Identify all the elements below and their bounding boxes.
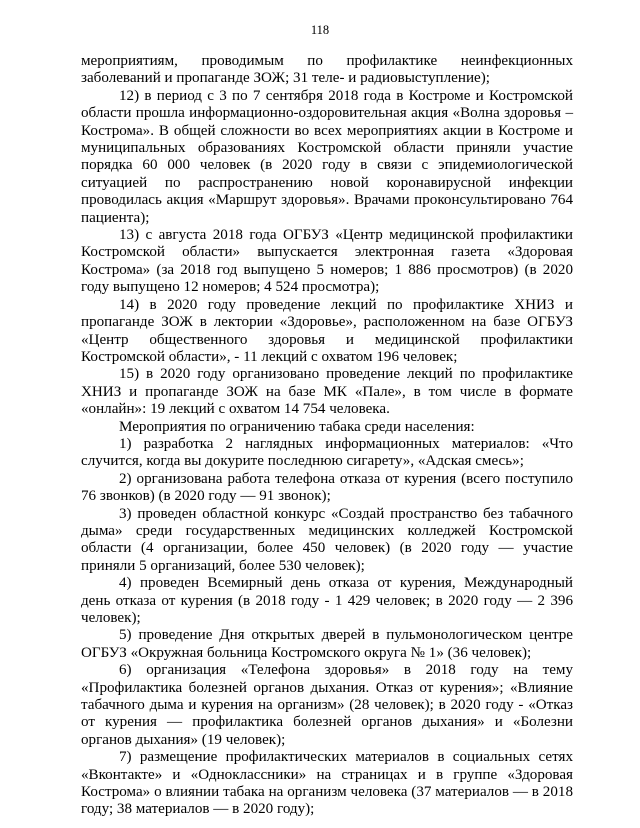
page-number: 118 — [310, 23, 330, 37]
paragraph-tobacco-1: 1) разработка 2 наглядных информационных материалов: «Что случится, когда вы докурите последнюю сигарету», «Адская смесь»; — [81, 435, 573, 470]
paragraph-tobacco-7: 7) размещение профилактических материалов в социальных сетях «Вконтакте» и «Одноклассники» на страницах и в группе «Здоровая Кострома» о влиянии табака на организм человека (37 материалов — в 2018 году; 38 материалов — в 2020 году); — [81, 749, 573, 818]
paragraph-item-15: 15) в 2020 году организовано проведение лекций по профилактике ХНИЗ и пропаганде ЗОЖ на базе МК «Пале», в том числе в формате «онлайн»: 19 лекций с охватом 14 754 человека. — [81, 366, 573, 418]
paragraph-tobacco-5: 5) проведение Дня открытых дверей в пульмонологическом центре ОГБУЗ «Окружная больница Костромского округа № 1» (36 человек); — [81, 627, 573, 661]
paragraph-tobacco-4: 4) проведен Всемирный день отказа от курения, Международный день отказа от курения (в 2018 году - 1 429 человек; в 2020 году — 2 396 человек); — [81, 575, 573, 626]
paragraph-item-13: 13) с августа 2018 года ОГБУЗ «Центр медицинской профилактики Костромской области» выпускается электронная газета «Здоровая Кострома» (за 2018 год выпущено 5 номеров; 1 886 просмотров) (в 2020 году выпущено 12 номеров; 4 524 просмотра); — [81, 227, 573, 296]
section-heading-tobacco: Мероприятия по ограничению табака среди населения: — [119, 418, 475, 435]
paragraph-tobacco-3: 3) проведен областной конкурс «Создай пространство без табачного дыма» среди государственных медицинских колледжей Костромской области (4 организации, более 450 человек) (в 2020 году — участие приняли 5 организаций, более 530 человек); — [81, 505, 573, 574]
paragraph-continuation: мероприятиям, проводимым по профилактике неинфекционных заболеваний и пропаганде ЗОЖ; 31 теле- и радиовыступление); — [81, 53, 573, 87]
paragraph-tobacco-6: 6) организация «Телефона здоровья» в 2018 году на тему «Профилактика болезней органов дыхания. Отказ от курения»; «Влияние табачного дыма и курения на организм» (28 человек); в 2020 году - «Отказ от курения — профилактика болезней органов дыхания» и «Болезни органов дыхания» (19 человек); — [81, 662, 573, 748]
document-body — [81, 53, 573, 819]
paragraph-item-14: 14) в 2020 году проведение лекций по профилактике ХНИЗ и пропаганде ЗОЖ в лектории «Здоровье», расположенном на базе ОГБУЗ «Центр общественного здоровья и медицинской профилактики Костромской области», - 11 лекций с охватом 196 человек; — [81, 296, 573, 365]
paragraph-tobacco-2: 2) организована работа телефона отказа от курения (всего поступило 76 звонков) (в 2020 году — 91 звонок); — [81, 470, 573, 505]
paragraph-item-12: 12) в период с 3 по 7 сентября 2018 года в Костроме и Костромской области прошла информационно-оздоровительная акция «Волна здоровья – Кострома». В общей сложности во всех мероприятиях акции в Костроме и муниципальных образованиях Костромской области приняли участие порядка 60 000 человек (в 2020 году в связи с эпидемиологической ситуацией по распространению новой коронавирусной инфекции проводилась акция «Маршрут здоровья». Врачами проконсультировано 764 пациента); — [81, 87, 573, 226]
